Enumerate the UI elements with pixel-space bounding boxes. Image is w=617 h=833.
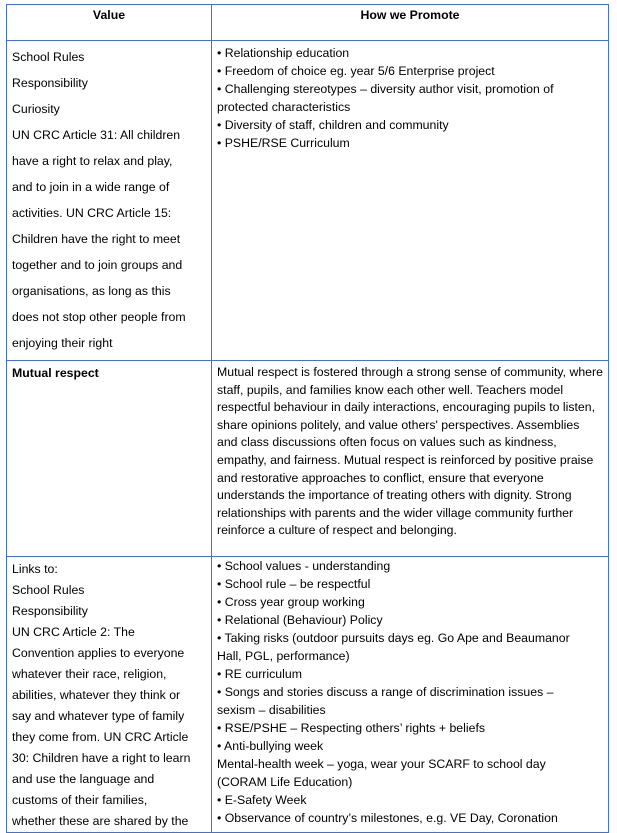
text-line: say and whatever type of family (12, 709, 185, 723)
bullet-line: sexism – disabilities (217, 703, 326, 717)
bullet-line: • Diversity of staff, children and community (217, 118, 449, 132)
header-value: Value (7, 5, 212, 41)
promote-cell (212, 361, 609, 557)
bullet-line: • Songs and stories discuss a range of discrimination issues – (217, 685, 554, 699)
bullet-line: • Relational (Behaviour) Policy (217, 613, 383, 627)
bullet-line: • Anti-bullying week (217, 739, 324, 753)
header-row (7, 5, 609, 41)
text-line: enjoying their right (12, 336, 113, 350)
bullet-line: • Cross year group working (217, 595, 365, 609)
text-line: Convention applies to everyone (12, 646, 185, 660)
values-table (6, 4, 609, 833)
text-line: have a right to relax and play, (12, 154, 173, 168)
header-how-we-promote: How we Promote (212, 5, 609, 41)
text-line: Children have the right to meet (12, 232, 181, 246)
promote-cell (212, 41, 609, 361)
text-line: Responsibility (12, 604, 88, 618)
bullet-line: • Challenging stereotypes – diversity author visit, promotion of (217, 82, 554, 96)
text-line: activities. UN CRC Article 15: (12, 206, 172, 220)
bullet-line: • Freedom of choice eg. year 5/6 Enterprise project (217, 64, 495, 78)
bullet-line: • Observance of country’s milestones, e.g. VE Day, Coronation (217, 811, 558, 825)
text-line: 30: Children have a right to learn (12, 751, 191, 765)
bullet-line: • RE curriculum (217, 667, 302, 681)
bullet-line: (CORAM Life Education) (217, 775, 353, 789)
text-line: organisations, as long as this (12, 284, 171, 298)
text-line: customs of their families, (12, 793, 148, 807)
value-cell (7, 361, 212, 557)
value-cell (7, 557, 212, 833)
bullet-line: protected characteristics (217, 100, 351, 114)
bullet-line: • School rule – be respectful (217, 577, 371, 591)
text-line: UN CRC Article 2: The (12, 625, 135, 639)
text-line: Curiosity (12, 102, 60, 116)
bullet-line: • Relationship education (217, 46, 350, 60)
text-line: they come from. UN CRC Article (12, 730, 189, 744)
table-row (7, 557, 609, 833)
bullet-line: • Taking risks (outdoor pursuits days eg. Go Ape and Beaumanor (217, 631, 570, 645)
text-line: School Rules (12, 583, 85, 597)
bullet-line: • School values - understanding (217, 559, 391, 573)
text-line: and use the language and (12, 772, 155, 786)
text-line: abilities, whatever they think or (12, 688, 181, 702)
bullet-line: • RSE/PSHE – Respecting others’ rights + beliefs (217, 721, 486, 735)
text-line: does not stop other people from (12, 310, 186, 324)
text-line: UN CRC Article 31: All children (12, 128, 181, 142)
text-line: whatever their race, religion, (12, 667, 167, 681)
text-line: together and to join groups and (12, 258, 183, 272)
value-title: Mutual respect (12, 366, 99, 380)
paragraph: Mutual respect is fostered through a strong sense of community, where staff, pupils, and families know each other well. Teachers model respectful behaviour in daily interactions, encouraging pupils to listen, share opinions politely, and value others' perspectives. Assemblies and class discussions often focus on values such as kindness, empathy, and fairness. Mutual respect is reinforced by positive praise and restorative approaches to conflict, ensure that everyone understands the importance of treating others with dignity. Strong relationships with parents and the wider village community further reinforce a culture of respect and belonging. (217, 365, 603, 538)
promote-cell (212, 557, 609, 833)
table-row (7, 41, 609, 361)
bullet-line: Mental-health week – yoga, wear your SCARF to school day (217, 757, 546, 771)
text-line: Responsibility (12, 76, 88, 90)
text-line: School Rules (12, 50, 85, 64)
text-line: Links to: (12, 562, 58, 576)
bullet-line: Hall, PGL, performance) (217, 649, 350, 663)
text-line: and to join in a wide range of (12, 180, 170, 194)
text-line: whether these are shared by the (12, 814, 189, 828)
value-cell (7, 41, 212, 361)
table-row (7, 361, 609, 557)
bullet-line: • E-Safety Week (217, 793, 307, 807)
bullet-line: • PSHE/RSE Curriculum (217, 136, 350, 150)
